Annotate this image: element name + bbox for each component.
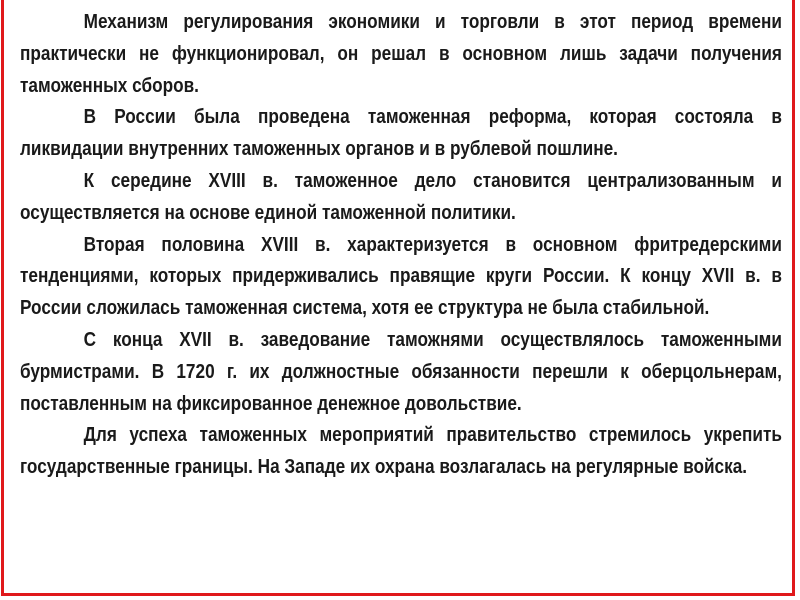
paragraph-2: В России была проведена таможенная реформа, которая состояла в ликвидации внутренних таможенных органов и в рублевой пошлине. [20, 106, 782, 161]
paragraph-1: Механизм регулирования экономики и торговли в этот период времени практически не функционировал, он решал в основном лишь задачи получения таможенных сборов. [20, 11, 782, 97]
paragraph-6: Для успеха таможенных мероприятий правительство стремилось укрепить государственные границы. На Западе их охрана возлагалась на регулярные войска. [20, 424, 782, 479]
paragraph-4: Вторая половина XVIII в. характеризуется в основном фритредерскими тенденциями, которых придерживались правящие круги России. К концу XVII в. в России сложилась таможенная система, хотя ее структура не была стабильной. [20, 233, 782, 320]
slide-frame [1, 0, 795, 596]
text-body [20, 7, 782, 484]
paragraph-5: С конца XVII в. заведование таможнями осуществлялось таможенными бурмистрами. В 1720 г. их должностные обязанности перешли к оберцольнерам, поставленным на фиксированное денежное довольствие. [20, 328, 782, 415]
paragraph-3: К середине XVIII в. таможенное дело становится централизованным и осуществляется на основе единой таможенной политики. [20, 169, 782, 224]
